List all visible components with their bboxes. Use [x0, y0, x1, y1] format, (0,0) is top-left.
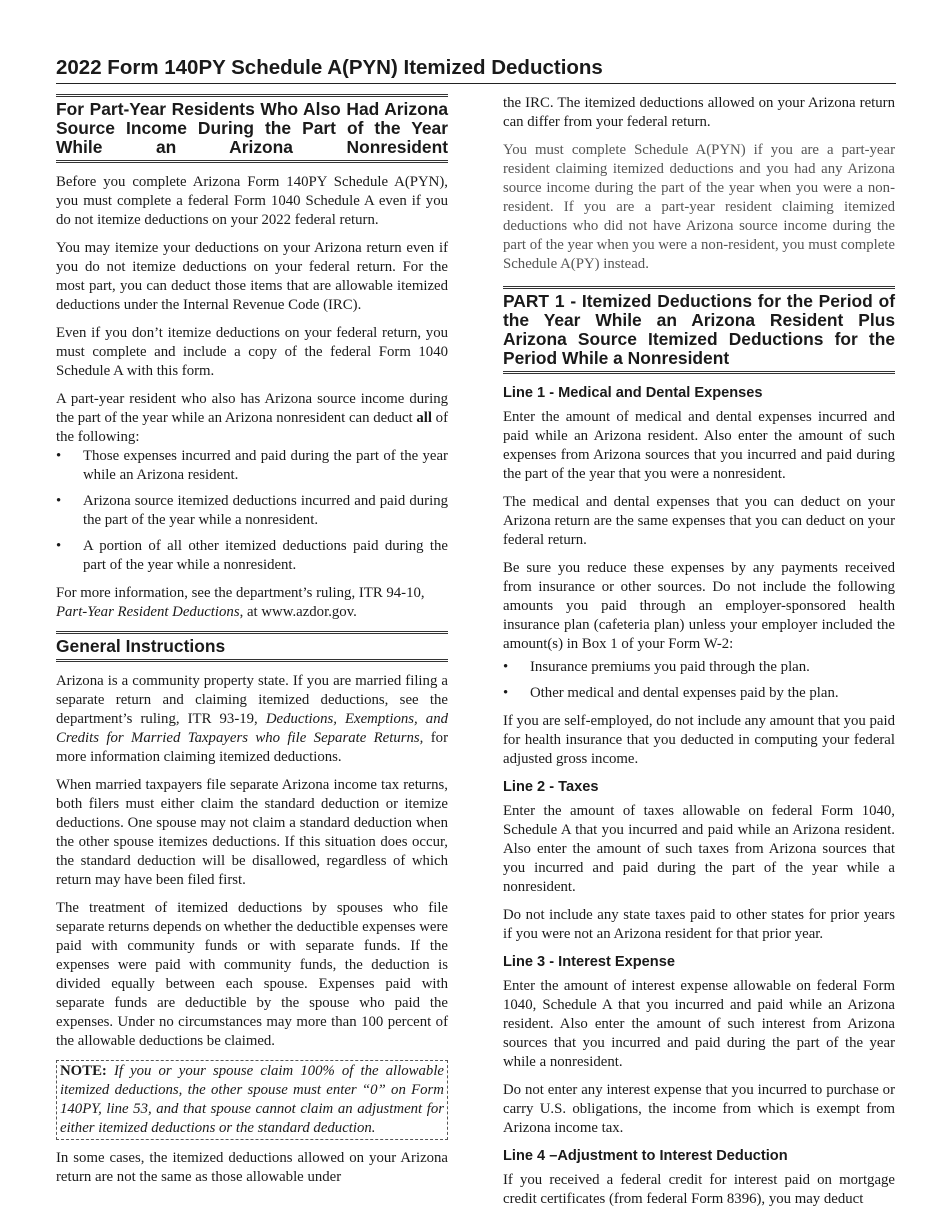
- note-label: NOTE:: [60, 1063, 107, 1079]
- bullet-icon: •: [503, 659, 509, 675]
- left-column: [56, 94, 448, 1196]
- ruling-title: Part-Year Resident Deductions: [56, 604, 240, 620]
- ruling-tail: , at www.azdor.gov.: [239, 604, 357, 620]
- list-item: [503, 658, 895, 677]
- deduct-all-paragraph: [56, 390, 448, 447]
- spouse-treatment-paragraph: The treatment of itemized deductions by spouses who file separate returns depends on whether the deductible expenses were paid with community funds or with separate funds. If the expenses were paid with community funds, the deduction is divided equally between each spouse. Expenses paid with separate funds are deductible by the spouse who paid the expenses. Under no circumstances may more than 100 percent of the allowable deductions be claimed.: [56, 900, 448, 1049]
- deduct-all-text: A part-year resident who also has Arizona source income during the part of the year while an Arizona nonresident can deduct: [56, 391, 448, 426]
- list-item-text: Other medical and dental expenses paid by the plan.: [530, 685, 839, 701]
- intro-paragraph: Before you complete Arizona Form 140PY Schedule A(PYN), you must complete a federal Form 1040 Schedule A even if you do not itemize deductions on your 2022 federal return.: [56, 174, 448, 228]
- federal-schedule-paragraph: Even if you don’t itemize deductions on your federal return, you must complete and include a copy of the federal Form 1040 Schedule A with this form.: [56, 325, 448, 379]
- schedule-requirement-paragraph: You must complete Schedule A(PYN) if you are a part-year resident claiming itemized deductions and you had any Arizona source income during the part of the year when you were a non-resident. If you are a part-year resident claiming itemized deductions who did not have Arizona source income during the part of the year when you were a non-resident, you must complete Schedule A(PY) instead.: [503, 142, 895, 272]
- line-1-same-expenses-paragraph: The medical and dental expenses that you can deduct on your Arizona return are the same expenses that you can deduct on your federal return.: [503, 494, 895, 548]
- itemize-paragraph: You may itemize your deductions on your Arizona return even if you do not itemize deductions on your federal return. For the most part, you can deduct those items that are allowable itemized deductions under the Internal Revenue Code (IRC).: [56, 240, 448, 313]
- right-column: [503, 94, 895, 1218]
- cafeteria-plan-bullet-list: [503, 658, 895, 703]
- bullet-icon: •: [56, 493, 62, 509]
- line-1-reduce-paragraph: Be sure you reduce these expenses by any payments received from insurance or other sources. Do not include the following amounts you paid through an employer-sponsored health insurance plan (cafeteria plan) unless your employer included the amount(s) in Box 1 of your Form W-2:: [503, 560, 895, 652]
- list-item-text: Insurance premiums you paid through the plan.: [530, 659, 810, 675]
- list-item: [56, 492, 448, 530]
- line-3-paragraph: Enter the amount of interest expense allowable on federal Form 1040, Schedule A that you incurred and paid while an Arizona resident. Also enter the amount of such interest from Arizona sources that you incurred and paid during the part of the year while a nonresident.: [503, 978, 895, 1070]
- part-1-heading: PART 1 - Itemized Deductions for the Period of the Year While an Arizona Resident Plus Arizona Source Itemized Deductions for the Period While a Nonresident: [503, 286, 895, 374]
- list-item: [56, 537, 448, 575]
- self-employed-paragraph: If you are self-employed, do not include any amount that you paid for health insurance that you deducted in computing your federal adjusted gross income.: [503, 713, 896, 767]
- page-title: 2022 Form 140PY Schedule A(PYN) Itemized Deductions: [56, 56, 603, 79]
- bullet-icon: •: [56, 448, 62, 464]
- general-instructions-heading: General Instructions: [56, 631, 448, 662]
- line-1-paragraph: Enter the amount of medical and dental expenses incurred and paid while an Arizona resident. Also enter the amount of such expenses from Arizona sources that you incurred and paid during the part of the year that you were a nonresident.: [503, 409, 895, 482]
- married-separate-paragraph: When married taxpayers file separate Arizona income tax returns, both filers must either claim the standard deduction or itemize deductions. One spouse may not claim a standard deduction when the other spouse itemizes deductions. If this situation does occur, the standard deduction will be disallowed, regardless of which return may have been filed first.: [56, 777, 448, 888]
- deduction-bullet-list: [56, 447, 448, 575]
- differences-paragraph: In some cases, the itemized deductions allowed on your Arizona return are not the same as those allowable under: [56, 1150, 448, 1185]
- deduct-all-tail: of the following:: [56, 410, 448, 445]
- line-2-paragraph: Enter the amount of taxes allowable on federal Form 1040, Schedule A that you incurred and paid while an Arizona resident. Also enter the amount of such taxes from Arizona sources that you incurred and paid during the part of the year while a nonresident.: [503, 803, 895, 895]
- line-2-heading: Line 2 - Taxes: [503, 779, 599, 795]
- list-item-text: Arizona source itemized deductions incurred and paid during the part of the year while a nonresident.: [83, 493, 448, 528]
- community-property-paragraph: [56, 672, 448, 767]
- line-3-exempt-paragraph: Do not enter any interest expense that you incurred to purchase or carry U.S. obligations, the income from which is exempt from Arizona income tax.: [503, 1082, 895, 1136]
- list-item: [56, 447, 448, 485]
- ruling-text: For more information, see the department’s ruling, ITR 94-10,: [56, 585, 425, 601]
- line-1-heading: Line 1 - Medical and Dental Expenses: [503, 385, 763, 401]
- line-2-state-taxes-paragraph: Do not include any state taxes paid to other states for prior years if you were not an Arizona resident for that prior year.: [503, 907, 895, 942]
- line-4-paragraph: If you received a federal credit for interest paid on mortgage credit certificates (from federal Form 8396), you may deduct: [503, 1172, 895, 1207]
- part-year-resident-heading: For Part-Year Residents Who Also Had Arizona Source Income During the Part of the Year While an Arizona Nonresident: [56, 94, 448, 163]
- ruling-reference-paragraph: [56, 584, 448, 622]
- irc-differences-paragraph: the IRC. The itemized deductions allowed on your Arizona return can differ from your federal return.: [503, 95, 895, 130]
- list-item-text: A portion of all other itemized deductions paid during the part of the year while a nonresident.: [83, 538, 448, 573]
- title-rule: [56, 83, 896, 84]
- line-4-heading: Line 4 –Adjustment to Interest Deduction: [503, 1148, 788, 1164]
- community-property-tail: for more information claiming itemized deductions.: [56, 730, 449, 765]
- list-item-text: Those expenses incurred and paid during the part of the year while an Arizona resident.: [83, 448, 448, 483]
- bullet-icon: •: [503, 685, 509, 701]
- community-property-text: Arizona is a community property state. If you are married filing a separate return and claiming itemized deductions, see the department’s ruling, ITR 93-19,: [56, 673, 448, 727]
- note-text: If you or your spouse claim 100% of the allowable itemized deductions, the other spouse must enter “0” on Form 140PY, line 53, and that spouse cannot claim an adjustment for either itemized deductions or the standard deduction.: [60, 1063, 445, 1136]
- list-item: [503, 684, 895, 703]
- community-property-ruling-title: Deductions, Exemptions, and Credits for Married Taxpayers who file Separate Returns,: [56, 711, 448, 746]
- line-3-heading: Line 3 - Interest Expense: [503, 954, 675, 970]
- note-box: [56, 1060, 448, 1140]
- bullet-icon: •: [56, 538, 62, 554]
- deduct-all-emphasis: all: [416, 410, 432, 426]
